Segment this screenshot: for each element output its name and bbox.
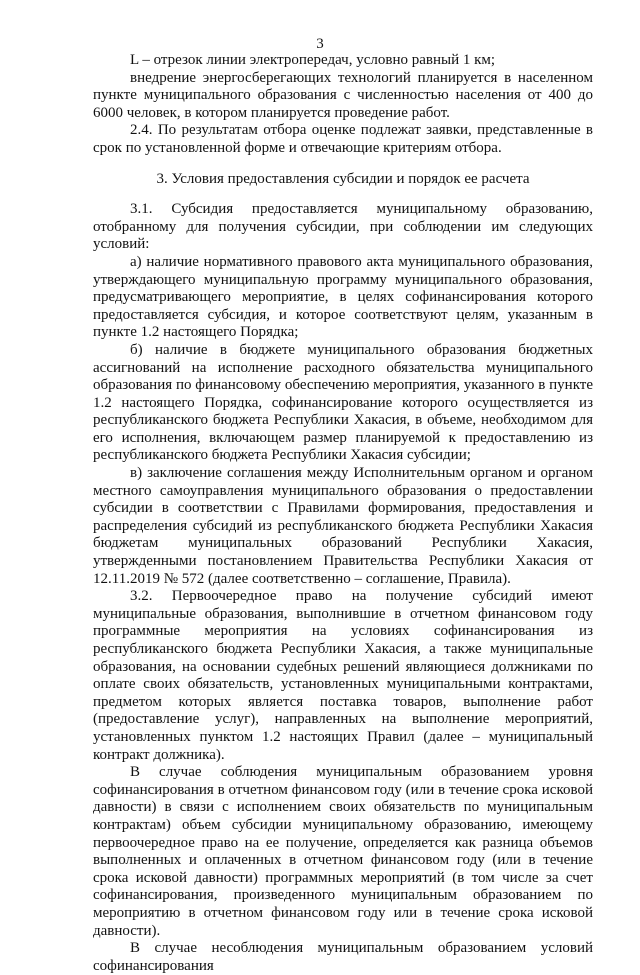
paragraph: внедрение энергосберегающих технологий планируется в населенном пункте муниципального образования с численностью населения от 400 до 6000 человек, в котором планируется проведение работ. <box>93 69 593 121</box>
section-heading: 3. Условия предоставления субсидии и порядок ее расчета <box>156 170 530 187</box>
paragraph: в) заключение соглашения между Исполнительным органом и органом местного самоуправления муниципального образования о предоставлении субсидии в соответствии с Правилами формирования, предоставления и распределения субсидий из республиканского бюджета Республики Хакасия бюджетам муниципальных образований Республики Хакасия, утвержденными постановлением Правительства Республики Хакасия от 12.11.2019 № 572 (далее соответственно – соглашение, Правила). <box>93 465 593 587</box>
paragraph: а) наличие нормативного правового акта муниципального образования, утверждающего муниципальную программу муниципального образования, предусматривающего мероприятие, в целях софинансирования которого предоставляется субсидия, и которое соответствуют целям, указанным в пункте 1.2 настоящего Порядка; <box>93 253 593 341</box>
paragraph: В случае соблюдения муниципальным образованием уровня софинансирования в отчетном финансовом году (или в течение срока исковой давности) в связи с исполнением своих обязательств по муниципальным контрактам) объем субсидии муниципальному образованию, имеющему первоочередное право на ее получение, определяется как разница объемов выполненных и оплаченных в отчетном финансовом году (или в течение срока исковой давности) программных мероприятий (в том числе за счет софинансирования, произведенного муниципальным образованием по мероприятию в отчетном финансовом году или в течение срока исковой давности). <box>93 764 593 939</box>
paragraph: 3.2. Первоочередное право на получение субсидий имеют муниципальные образования, выполнившие в отчетном финансовом году программные мероприятия на условиях софинансирования из республиканского бюджета Республики Хакасия, а также муниципальные образования, на основании судебных решений являющиеся должниками по оплате своих обязательств, установленных муниципальными контрактами, предметом которых является поставка товаров, выполнение работ (предоставление услуг), направленных на выполнение мероприятий, установленных пунктом 1.2 настоящих Правил (далее – муниципальный контракт должника). <box>93 588 593 763</box>
paragraph: б) наличие в бюджете муниципального образования бюджетных ассигнований на исполнение расходного обязательства муниципального образования по финансовому обеспечению мероприятия, указанного в пункте 1.2 настоящего Порядка, софинансирование которого осуществляется из республиканского бюджета Республики Хакасия, в объеме, необходимом для его исполнения, включающем размер планируемой к предоставлению из республиканского бюджета Республики Хакасия субсидии; <box>93 341 593 464</box>
page-number: 3 <box>316 36 324 52</box>
paragraph: 2.4. По результатам отбора оценке подлежат заявки, представленные в срок по установленной форме и отвечающие критериям отбора. <box>93 122 593 156</box>
paragraph: 3.1. Субсидия предоставляется муниципальному образованию, отобранному для получения субсидии, при соблюдении им следующих условий: <box>93 201 593 253</box>
paragraph: L – отрезок линии электропередач, условно равный 1 км; <box>130 52 496 68</box>
paragraph: В случае несоблюдения муниципальным образованием условий софинансирования <box>93 940 593 974</box>
document-body <box>93 52 593 975</box>
